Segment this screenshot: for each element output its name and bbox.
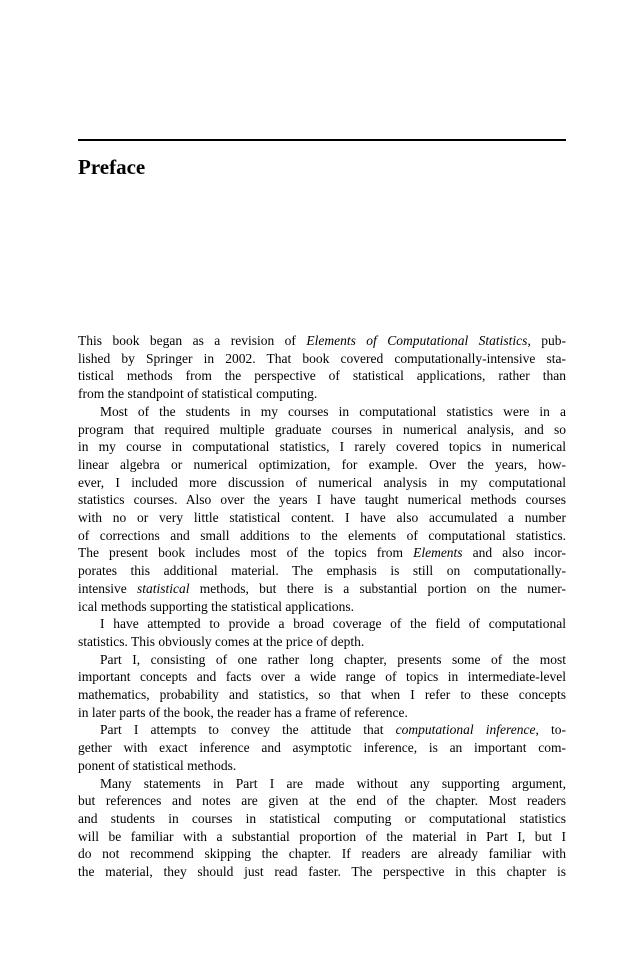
- text-run: gether with exact inference and asymptotic inference, is an important com-: [78, 740, 566, 756]
- text-run: Part I, consisting of one rather long chapter, presents some of the most: [100, 651, 566, 667]
- text-line: [78, 828, 566, 846]
- text-run: and also incor-: [462, 545, 566, 561]
- text-run: with no or very little statistical content. I have also accumulated a number: [78, 510, 566, 526]
- text-line: [78, 633, 566, 651]
- italic-phrase: statistical: [137, 580, 190, 596]
- text-line: [78, 562, 566, 580]
- text-run: program that required multiple graduate courses in numerical analysis, and so: [78, 421, 566, 437]
- text-run: will be familiar with a substantial proportion of the material in Part I, but I: [78, 828, 566, 844]
- text-line: [78, 739, 566, 757]
- text-line: [78, 385, 566, 403]
- text-line: [78, 403, 566, 421]
- text-run: Most of the students in my courses in computational statistics were in a: [100, 403, 566, 419]
- text-run: statistics. This obviously comes at the price of depth.: [78, 633, 365, 649]
- text-line: [78, 456, 566, 474]
- text-run: , to-: [535, 722, 566, 738]
- chapter-title: Preface: [78, 155, 146, 179]
- text-line: [78, 686, 566, 704]
- text-run: The present book includes most of the topics from: [78, 545, 414, 561]
- italic-phrase: Elements of Computational Statistics: [306, 333, 528, 348]
- italic-phrase: computational inference: [395, 722, 536, 738]
- text-line: [78, 438, 566, 456]
- text-run: methods, but there is a substantial portion on the numer-: [189, 580, 566, 596]
- text-run: and students in courses in statistical computing or computational statistics: [78, 810, 566, 826]
- text-run: in my course in computational statistics, I rarely covered topics in numerical: [78, 439, 566, 455]
- text-line: [78, 668, 566, 686]
- chapter-top-rule: [78, 139, 566, 141]
- text-line: [78, 367, 566, 385]
- text-run: the material, they should just read faster. The perspective in this chapter is: [78, 864, 566, 880]
- text-run: ponent of statistical methods.: [78, 757, 237, 773]
- text-line: [78, 580, 566, 598]
- text-run: of corrections and small additions to the elements of computational statistics.: [78, 527, 566, 543]
- text-run: tistical methods from the perspective of statistical applications, rather than: [78, 368, 566, 384]
- text-run: statistics courses. Also over the years I have taught numerical methods courses: [78, 492, 566, 508]
- text-run: ical methods supporting the statistical applications.: [78, 598, 354, 614]
- text-line: [78, 350, 566, 368]
- text-run: intensive: [78, 580, 138, 596]
- text-line: [78, 474, 566, 492]
- text-line: [78, 544, 566, 562]
- text-run: linear algebra or numerical optimization, for example. Over the years, how-: [78, 456, 566, 472]
- text-run: This book began as a revision of: [78, 333, 307, 348]
- text-run: in later parts of the book, the reader has a frame of reference.: [78, 704, 408, 720]
- text-run: porates this additional material. The emphasis is still on computationally-: [78, 563, 566, 579]
- text-line: [78, 704, 566, 722]
- text-line: [78, 775, 566, 793]
- text-run: I have attempted to provide a broad coverage of the field of computational: [100, 616, 566, 632]
- text-line: [78, 332, 566, 350]
- text-line: [78, 509, 566, 527]
- text-line: [78, 757, 566, 775]
- text-line: [78, 792, 566, 810]
- text-line: [78, 615, 566, 633]
- text-line: [78, 810, 566, 828]
- text-run: lished by Springer in 2002. That book covered computationally-intensive sta-: [78, 350, 566, 366]
- text-line: [78, 845, 566, 863]
- text-run: but references and notes are given at the end of the chapter. Most readers: [78, 793, 566, 809]
- text-run: do not recommend skipping the chapter. If readers are already familiar with: [78, 846, 566, 862]
- preface-body-text: [78, 332, 566, 881]
- text-run: ever, I included more discussion of numerical analysis in my computational: [78, 474, 566, 490]
- text-line: [78, 421, 566, 439]
- text-run: mathematics, probability and statistics, so that when I refer to these concepts: [78, 687, 566, 703]
- text-run: , pub-: [527, 333, 567, 348]
- text-line: [78, 651, 566, 669]
- text-line: [78, 598, 566, 616]
- text-line: [78, 721, 566, 739]
- text-line: [78, 863, 566, 881]
- text-run: Many statements in Part I are made without any supporting argument,: [100, 775, 566, 791]
- text-line: [78, 491, 566, 509]
- text-run: important concepts and facts over a wide range of topics in intermediate-level: [78, 669, 566, 685]
- italic-phrase: Elements: [413, 545, 463, 561]
- text-run: from the standpoint of statistical computing.: [78, 386, 318, 402]
- text-run: Part I attempts to convey the attitude that: [100, 722, 396, 738]
- text-line: [78, 527, 566, 545]
